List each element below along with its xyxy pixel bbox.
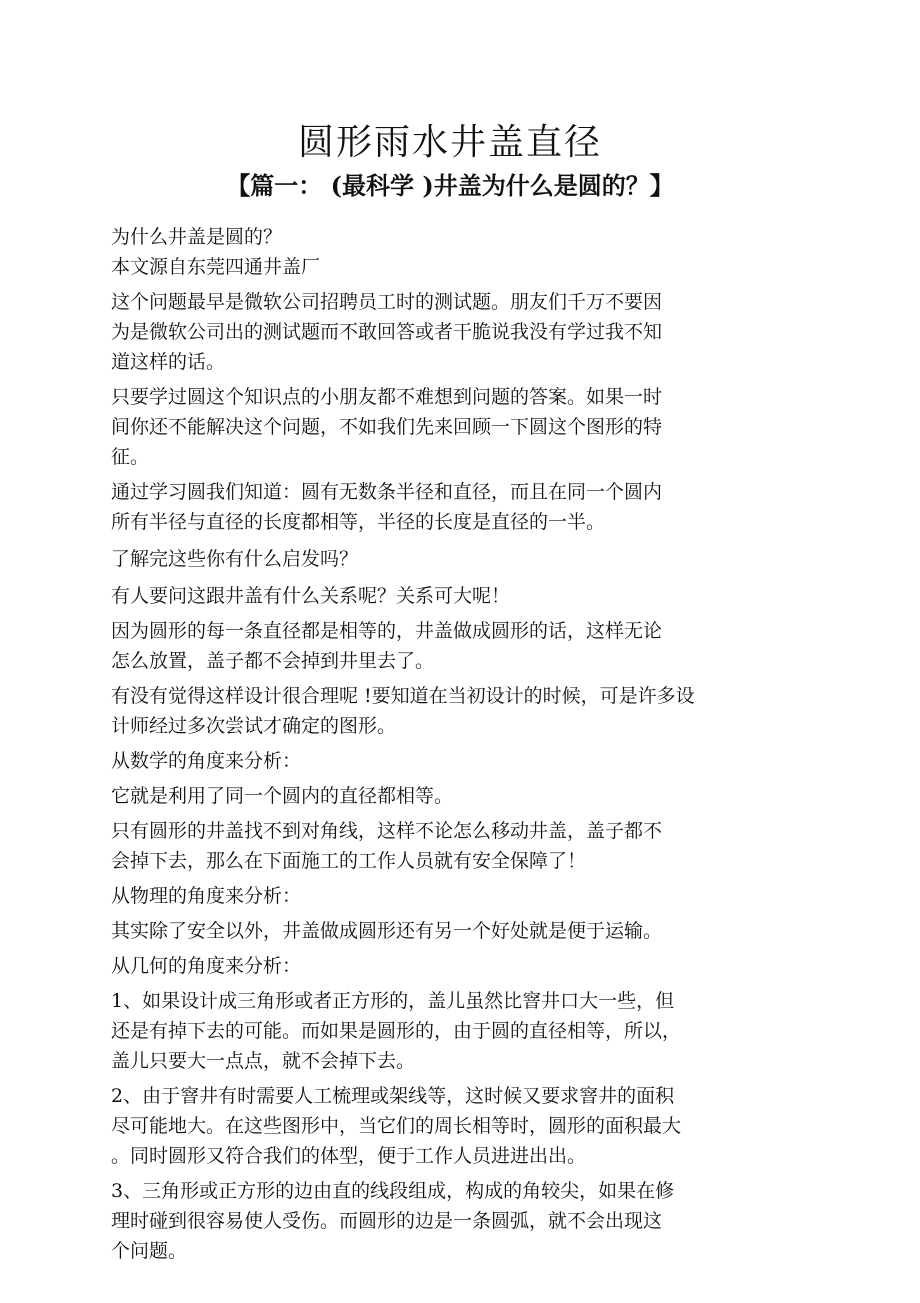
- paragraph-line: 有没有觉得这样设计很合理呢 !要知道在当初设计的时候，可是许多设: [111, 685, 695, 707]
- paragraph-line: 会掉下去，那么在下面施工的工作人员就有安全保障了！: [111, 850, 587, 872]
- paragraph-line: 其实除了安全以外，井盖做成圆形还有另一个好处就是便于运输。: [111, 920, 663, 942]
- paragraph-line: 通过学习圆我们知道：圆有无数条半径和直径，而且在同一个圆内: [111, 481, 663, 503]
- paragraph-line: 因为圆形的每一条直径都是相等的，井盖做成圆形的话，这样无论: [111, 620, 663, 642]
- paragraph-line: 所有半径与直径的长度都相等，半径的长度是直径的一半。: [111, 511, 606, 533]
- paragraph-line: 间你还不能解决这个问题，不如我们先来回顾一下圆这个图形的特: [111, 416, 663, 438]
- paragraph-line: 个问题。: [111, 1240, 188, 1262]
- paragraph-line: 它就是利用了同一个圆内的直径都相等。: [111, 785, 454, 807]
- document-subtitle: 【篇一： (最科学 )井盖为什么是圆的？】: [226, 171, 674, 200]
- paragraph-line: 从物理的角度来分析：: [111, 885, 302, 907]
- paragraph-line: 从几何的角度来分析：: [111, 955, 302, 977]
- paragraph-line: 为是微软公司出的测试题而不敢回答或者干脆说我没有学过我不知: [111, 321, 663, 343]
- paragraph-line: 2、由于窨井有时需要人工梳理或架线等，这时候又要求窨井的面积: [111, 1085, 675, 1107]
- paragraph-line: 从数学的角度来分析：: [111, 750, 302, 772]
- paragraph-line: 本文源自东莞四通井盖厂: [111, 256, 321, 278]
- paragraph-line: 。同时圆形又符合我们的体型，便于工作人员进进出出。: [111, 1145, 587, 1167]
- document-title: 圆形雨水井盖直径: [297, 122, 602, 163]
- paragraph-line: 盖儿只要大一点点，就不会掉下去。: [111, 1050, 416, 1072]
- paragraph-line: 怎么放置，盖子都不会掉到井里去了。: [111, 650, 435, 672]
- paragraph-line: 还是有掉下去的可能。而如果是圆形的，由于圆的直径相等，所以，: [111, 1020, 682, 1042]
- paragraph-line: 了解完这些你有什么启发吗？: [111, 548, 359, 570]
- paragraph-line: 这个问题最早是微软公司招聘员工时的测试题。朋友们千万不要因: [111, 291, 663, 313]
- paragraph-line: 1、如果设计成三角形或者正方形的，盖儿虽然比窨井口大一些，但: [111, 990, 675, 1012]
- paragraph-line: 3、三角形或正方形的边由直的线段组成，构成的角较尖，如果在修: [111, 1180, 675, 1202]
- paragraph-line: 理时碰到很容易使人受伤。而圆形的边是一条圆弧，就不会出现这: [111, 1210, 663, 1232]
- paragraph-line: 道这样的话。: [111, 351, 226, 373]
- paragraph-line: 有人要问这跟井盖有什么关系呢？关系可大呢！: [111, 585, 511, 607]
- paragraph-line: 计师经过多次尝试才确定的图形。: [111, 715, 397, 737]
- paragraph-line: 征。: [111, 446, 150, 468]
- paragraph-line: 只要学过圆这个知识点的小朋友都不难想到问题的答案。如果一时: [111, 386, 663, 408]
- paragraph-line: 只有圆形的井盖找不到对角线，这样不论怎么移动井盖，盖子都不: [111, 820, 663, 842]
- paragraph-line: 为什么井盖是圆的？: [111, 226, 283, 248]
- paragraph-line: 尽可能地大。在这些图形中，当它们的周长相等时，圆形的面积最大: [111, 1115, 682, 1137]
- document-body: [111, 222, 771, 1266]
